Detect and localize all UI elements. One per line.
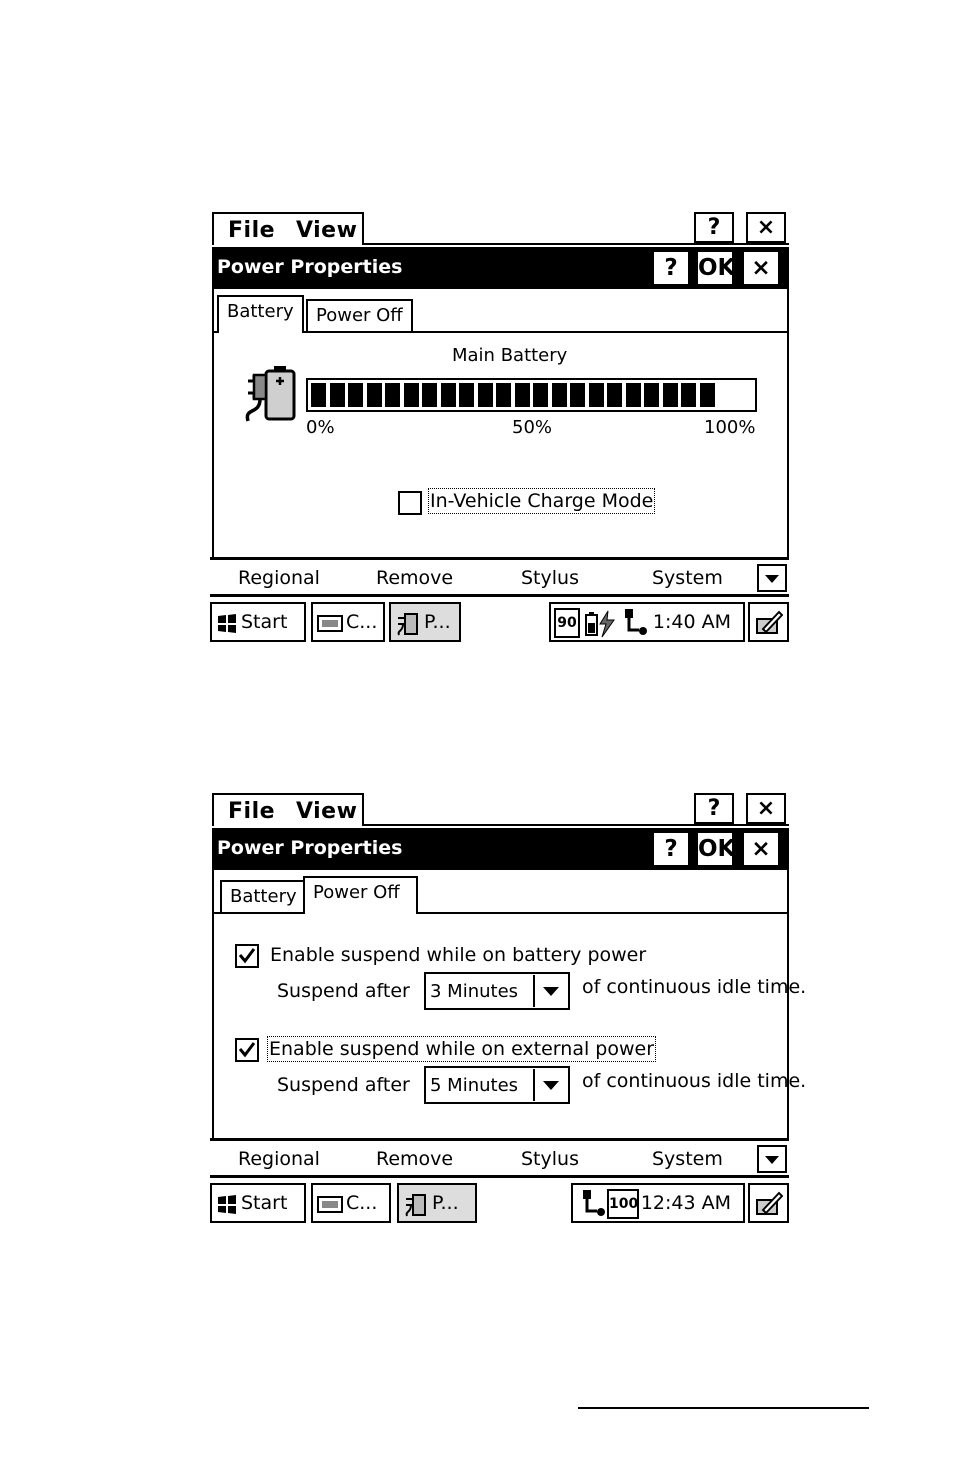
cpl-item-stylus[interactable]: Stylus [521,1148,579,1170]
control-panel-icon [317,613,343,633]
power-icon [403,1191,429,1217]
task-button-power[interactable] [389,602,461,642]
task-button-power[interactable] [397,1183,477,1223]
view-menu[interactable]: View [296,218,358,243]
start-button[interactable] [210,1183,306,1223]
system-tray [549,602,745,642]
battery-gauge-segment [385,383,400,407]
external-suspend-after-label: Suspend after [277,1074,410,1096]
cpl-item-regional[interactable]: Regional [238,1148,320,1170]
dialog-ok-button[interactable]: OK [698,252,732,284]
stylus-keyboard-icon [755,1190,783,1218]
power-properties-screen-battery [210,210,789,643]
battery-gauge-segment [663,383,678,407]
battery-idle-suffix: of continuous idle time. [582,976,807,998]
battery-suspend-checkbox[interactable] [235,944,259,968]
battery-gauge-segment [607,383,622,407]
task-button-control-panel[interactable] [311,1183,391,1223]
cpl-item-regional[interactable]: Regional [238,567,320,589]
chevron-down-icon[interactable] [533,975,567,1007]
power-properties-screen-power-off [210,791,807,1224]
cpl-item-system[interactable]: System [652,567,723,589]
menu-bar [210,210,789,245]
task-button-control-panel[interactable] [311,602,385,642]
battery-gauge-segment [478,383,493,407]
battery-gauge-segment [589,383,604,407]
battery-gauge-segment [441,383,456,407]
external-suspend-label[interactable]: Enable suspend while on external power [269,1038,655,1060]
battery-level-badge[interactable]: 90 [554,608,580,638]
in-vehicle-charge-label[interactable]: In-Vehicle Charge Mode [430,490,654,512]
start-label: Start [241,1192,288,1214]
network-connection-icon[interactable] [577,1189,607,1221]
battery-gauge-segment [367,383,382,407]
dialog-title-bar [212,247,789,289]
battery-level-gauge [306,378,757,412]
battery-suspend-value: 3 Minutes [430,981,519,1002]
cpl-item-system[interactable]: System [652,1148,723,1170]
dialog-title-bar [212,828,789,870]
checkmark-icon [237,1040,257,1060]
tab-power-off[interactable]: Power Off [306,299,413,333]
windows-flag-icon [216,1193,238,1215]
menu-bar [210,791,789,826]
battery-gauge-segment [644,383,659,407]
dialog-help-button[interactable]: ? [654,833,688,865]
cpl-item-remove[interactable]: Remove [376,567,454,589]
battery-gauge-segment [700,383,715,407]
dialog-ok-button[interactable]: OK [698,833,732,865]
gauge-tick-0: 0% [306,417,335,438]
start-button[interactable] [210,602,306,642]
cpl-item-stylus[interactable]: Stylus [521,567,579,589]
battery-gauge-segment [404,383,419,407]
external-suspend-value: 5 Minutes [430,1075,519,1096]
cpl-item-remove[interactable]: Remove [376,1148,454,1170]
network-connection-icon[interactable] [619,608,649,640]
close-button[interactable]: × [746,793,786,824]
main-battery-label: Main Battery [452,345,568,366]
tab-battery[interactable]: Battery [217,295,304,333]
file-menu[interactable]: File [228,218,276,243]
battery-gauge-segment [496,383,511,407]
dialog-help-button[interactable]: ? [654,252,688,284]
windows-flag-icon [216,612,238,634]
battery-level-badge[interactable]: 100 [607,1189,639,1219]
battery-gauge-segment [348,383,363,407]
taskbar [210,600,789,643]
checkmark-icon [237,946,257,966]
battery-gauge-segment [422,383,437,407]
menu-group [212,212,364,245]
battery-gauge-segment [533,383,548,407]
chevron-down-icon[interactable] [533,1069,567,1101]
battery-gauge-segment [459,383,474,407]
battery-gauge-segment [552,383,567,407]
gauge-tick-50: 50% [512,417,553,438]
dialog-title: Power Properties [217,256,403,278]
external-suspend-select[interactable] [424,1066,570,1104]
dialog-title: Power Properties [217,837,403,859]
battery-panel [214,333,787,557]
battery-suspend-after-label: Suspend after [277,980,410,1002]
charging-icon[interactable] [584,609,624,639]
help-button[interactable]: ? [694,793,734,824]
dialog-body [212,870,807,1138]
menu-divider [364,243,789,245]
taskbar [210,1181,789,1224]
gauge-tick-100: 100% [704,417,756,438]
input-panel-button[interactable] [748,602,789,642]
dialog-close-button[interactable]: × [744,833,778,865]
battery-gauge-segment [311,383,326,407]
battery-gauge-segment [515,383,530,407]
task-label-control-panel: C... [346,1192,378,1214]
file-menu[interactable]: File [228,799,276,824]
chevron-down-icon[interactable] [757,1145,787,1173]
control-panel-icon [317,1194,343,1214]
power-icon [395,610,421,636]
clock[interactable]: 1:40 AM [652,611,731,633]
battery-suspend-label[interactable]: Enable suspend while on battery power [270,944,647,966]
tab-battery[interactable]: Battery [220,880,307,914]
clock[interactable]: 12:43 AM [640,1192,731,1214]
system-tray [571,1183,745,1223]
stylus-keyboard-icon [755,609,783,637]
task-label-power: P... [424,611,451,633]
tab-power-off[interactable]: Power Off [303,876,418,914]
task-label-control-panel: C... [346,611,378,633]
power-off-panel [214,914,807,1138]
external-suspend-checkbox[interactable] [235,1038,259,1062]
help-button[interactable]: ? [694,212,734,243]
battery-gauge-segment [570,383,585,407]
battery-gauge-segment [330,383,345,407]
task-label-power: P... [432,1192,459,1214]
battery-suspend-select[interactable] [424,972,570,1010]
chevron-down-icon[interactable] [757,564,787,592]
start-label: Start [241,611,288,633]
control-panel-strip [210,557,789,597]
menu-group [212,793,364,826]
in-vehicle-charge-checkbox[interactable] [398,491,422,515]
battery-gauge-segment [681,383,696,407]
external-idle-suffix: of continuous idle time. [582,1070,807,1092]
close-button[interactable]: × [746,212,786,243]
dialog-body [212,289,789,557]
dialog-close-button[interactable]: × [744,252,778,284]
control-panel-strip [210,1138,789,1178]
battery-plug-icon [238,361,302,425]
input-panel-button[interactable] [748,1183,789,1223]
view-menu[interactable]: View [296,799,358,824]
menu-divider [364,824,789,826]
page-footer-rule [578,1407,869,1409]
battery-gauge-segment [626,383,641,407]
